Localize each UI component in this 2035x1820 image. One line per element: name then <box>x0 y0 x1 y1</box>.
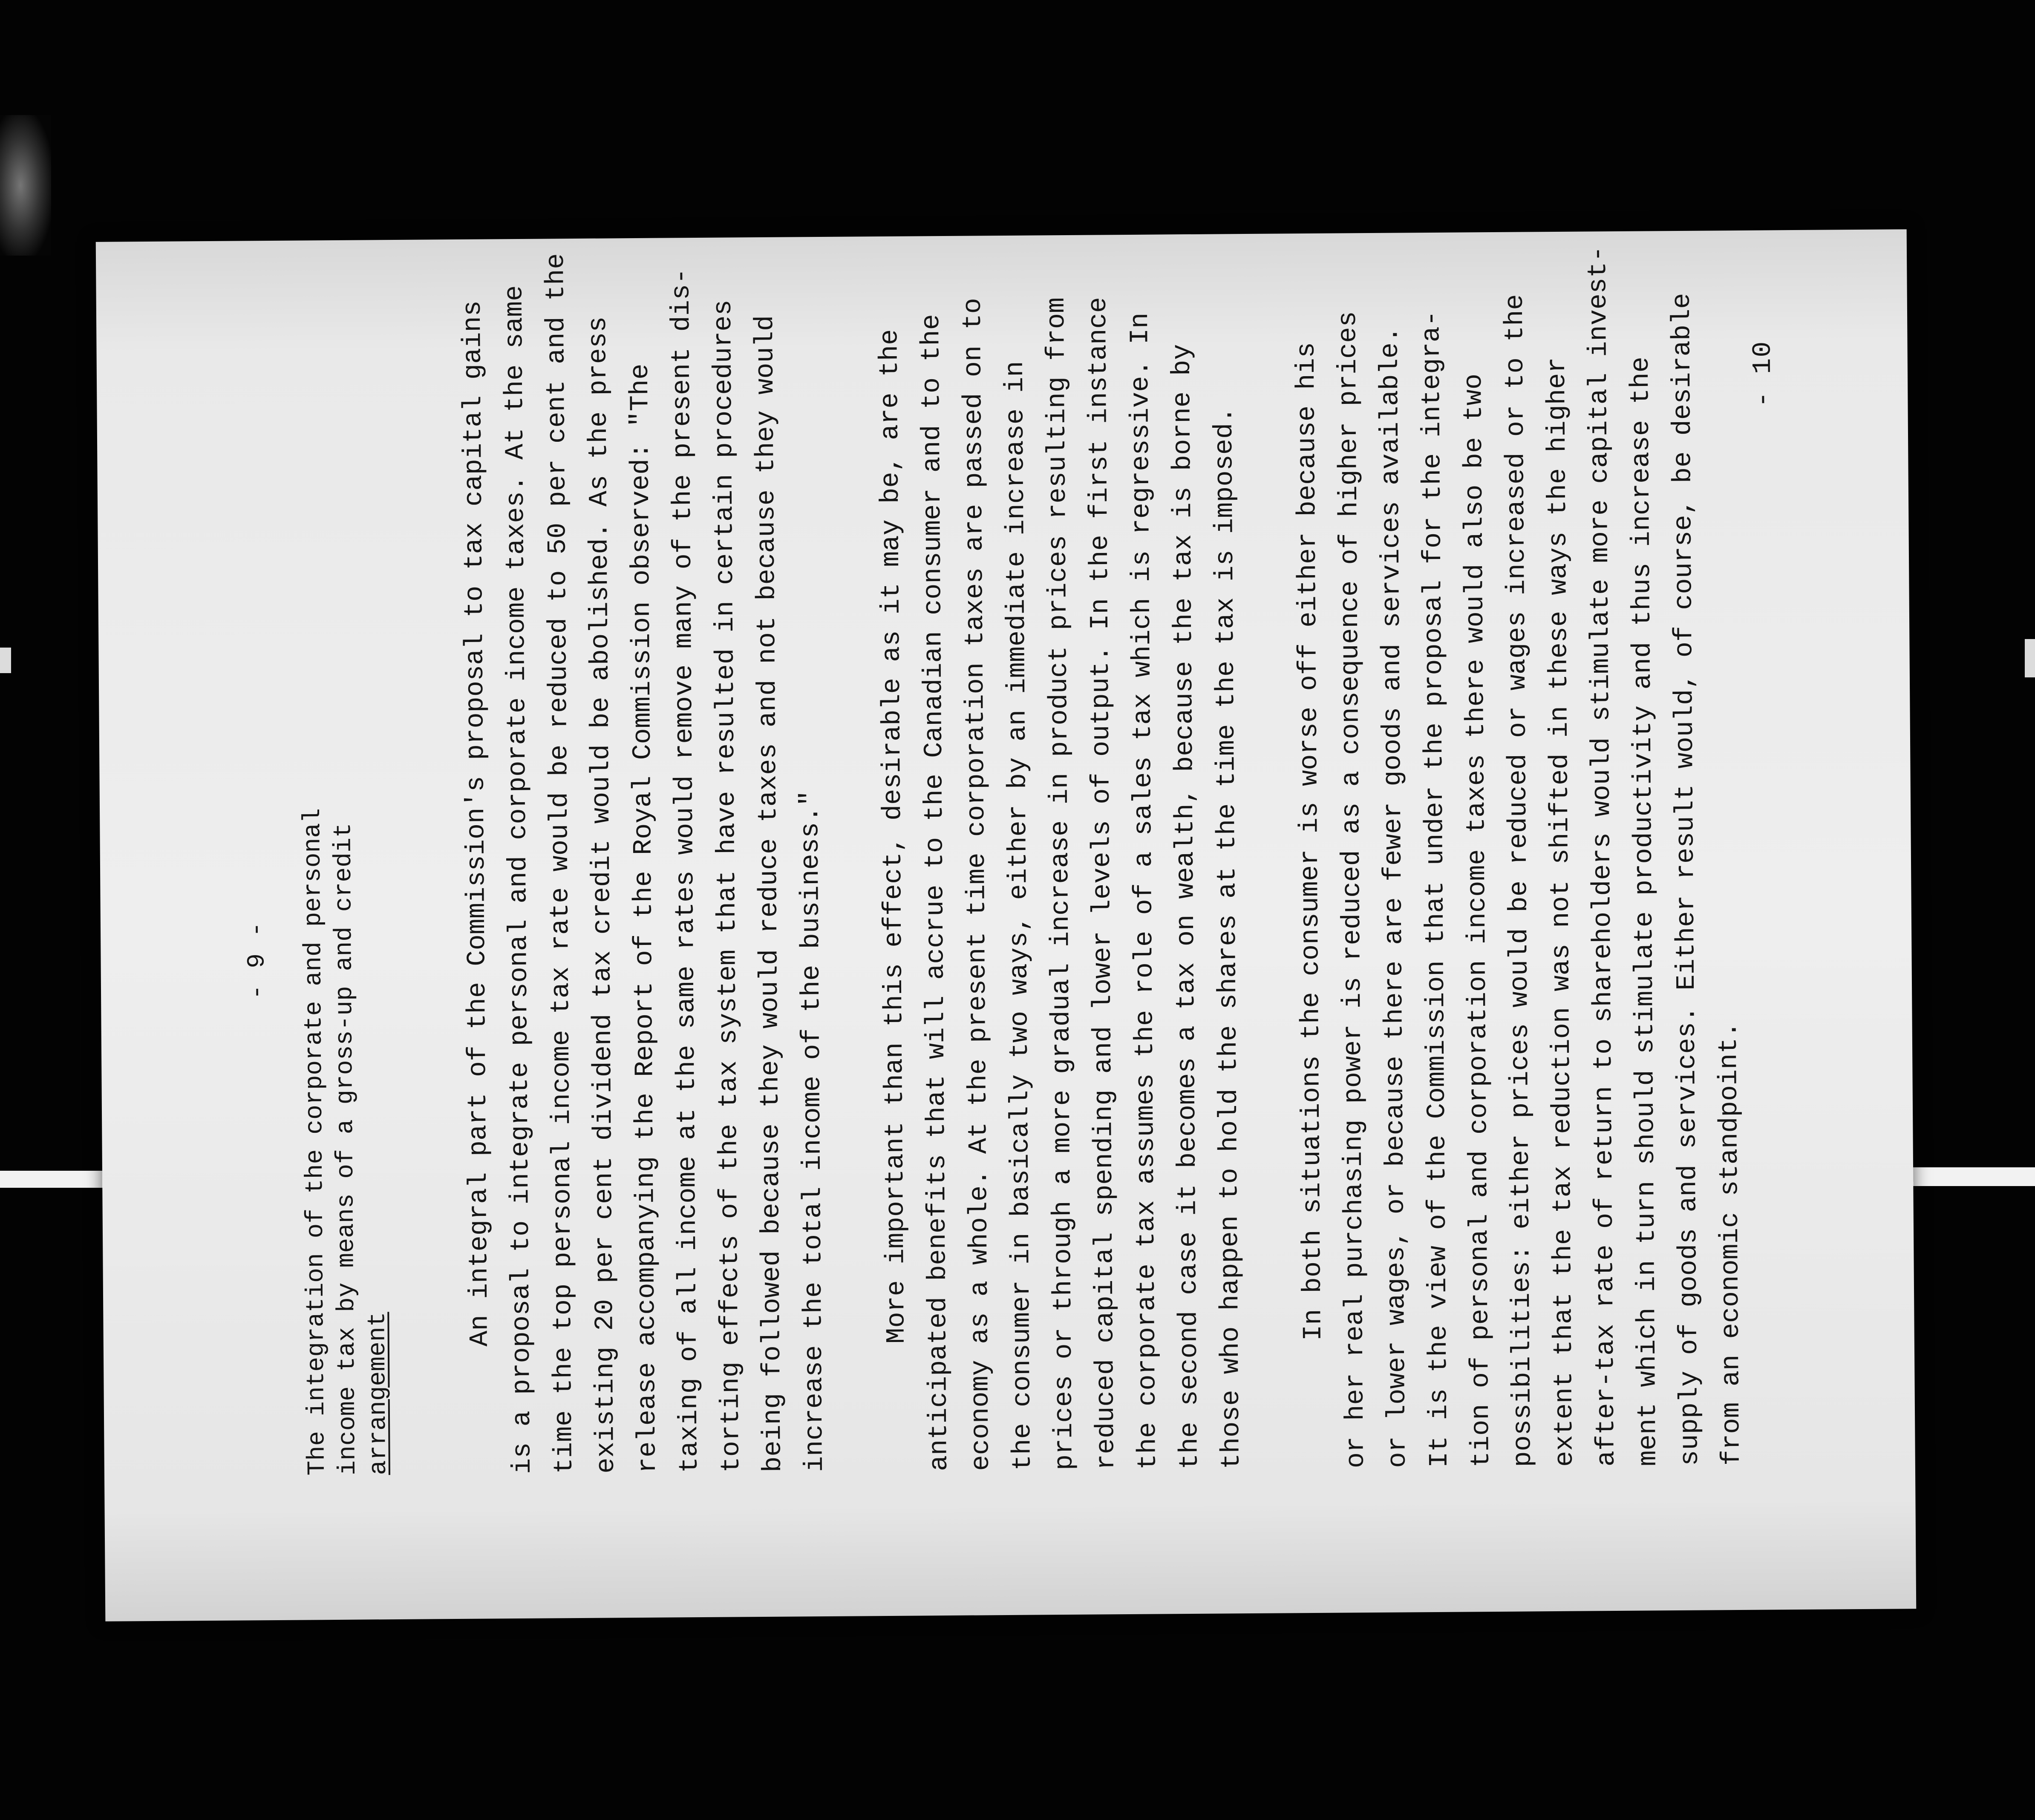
text-line: from an economic standpoint. <box>1713 1022 1747 1466</box>
text-line: reduced capital spending and lower levels of output. In the first instance <box>1083 297 1121 1470</box>
rotated-text-area <box>188 246 1825 1570</box>
text-line: being followed because they would reduce taxes and not because they would <box>749 315 788 1473</box>
heading-line: income tax by means of a gross-up and credit <box>330 823 362 1476</box>
text-line: torting effects of the tax system that have resulted in certain procedures <box>708 299 747 1473</box>
text-line: prices or through a more gradual increase in product prices resulting from <box>1041 297 1080 1471</box>
heading-line: arrangement <box>364 1312 393 1475</box>
text-line: ment which in turn should stimulate productivity and thus increase the <box>1625 356 1663 1466</box>
text-line: the second case it becomes a tax on wealth, because the tax is borne by <box>1167 344 1205 1470</box>
text-line: or her real purchasing power is reduced as a consequence of higher prices <box>1332 311 1371 1469</box>
paragraph <box>869 297 1253 1472</box>
text-line: release accompanying the Report of the Royal Commission observed: "The <box>625 363 663 1474</box>
document-page <box>96 229 1917 1621</box>
heading-line: The integration of the corporate and personal <box>299 808 331 1476</box>
text-line: More important than this effect, desirable as it may be, are the <box>874 329 912 1344</box>
text-line: supply of goods and services. Either result would, of course, be desirable <box>1666 293 1705 1466</box>
paragraph <box>1286 246 1753 1469</box>
text-line: It is the view of the Commission that under the proposal for the integra- <box>1416 310 1455 1468</box>
section-heading <box>298 808 395 1476</box>
text-line: time the top personal income tax rate would be reduced to 50 per cent and the <box>540 253 579 1474</box>
text-line: after-tax rate of return to shareholders would stimulate more capital invest- <box>1582 246 1622 1467</box>
text-line: existing 20 per cent dividend tax credit would be abolished. As the press <box>582 316 621 1474</box>
text-line: economy as a whole. At the present time corporation taxes are passed on to <box>957 298 996 1471</box>
frame-tick-left <box>0 648 11 673</box>
text-line: tion of personal and corporation income taxes there would also be two <box>1458 373 1496 1468</box>
text-line: extent that the tax reduction was not shifted in these ways the higher <box>1542 357 1580 1467</box>
text-line: In both situations the consumer is worse off either because his <box>1291 342 1329 1341</box>
frame-tick-right <box>2025 639 2035 677</box>
document-body <box>453 246 1794 1474</box>
page-number-top: - 9 - <box>243 921 272 1000</box>
page-number-bottom: - 10 <box>1747 340 1778 408</box>
text-line: An integral part of the Commission's proposal to tax capital gains <box>457 300 495 1347</box>
scan-artifact <box>0 115 51 256</box>
text-line: is a proposal to integrate personal and corporate income taxes. At the same <box>499 285 538 1474</box>
text-line: the corporate tax assumes the role of a sales tax which is regressive. In <box>1124 312 1163 1470</box>
text-line: increase the total income of the business." <box>795 790 830 1472</box>
text-line: those who happen to hold the shares at the time the tax is imposed. <box>1209 407 1247 1469</box>
frame-marker-right <box>1913 1167 2035 1186</box>
paragraph <box>453 253 836 1474</box>
text-line: possibilities: either prices would be reduced or wages increased or to the <box>1499 294 1538 1467</box>
text-line: the consumer in basically two ways, either by an immediate increase in <box>1000 361 1038 1471</box>
text-line: or lower wages, or because there are fewer goods and services available. <box>1375 326 1413 1468</box>
text-line: taxing of all income at the same rates would remove many of the present dis- <box>666 268 705 1473</box>
text-line: anticipated benefits that will accrue to the Canadian consumer and to the <box>916 314 954 1472</box>
